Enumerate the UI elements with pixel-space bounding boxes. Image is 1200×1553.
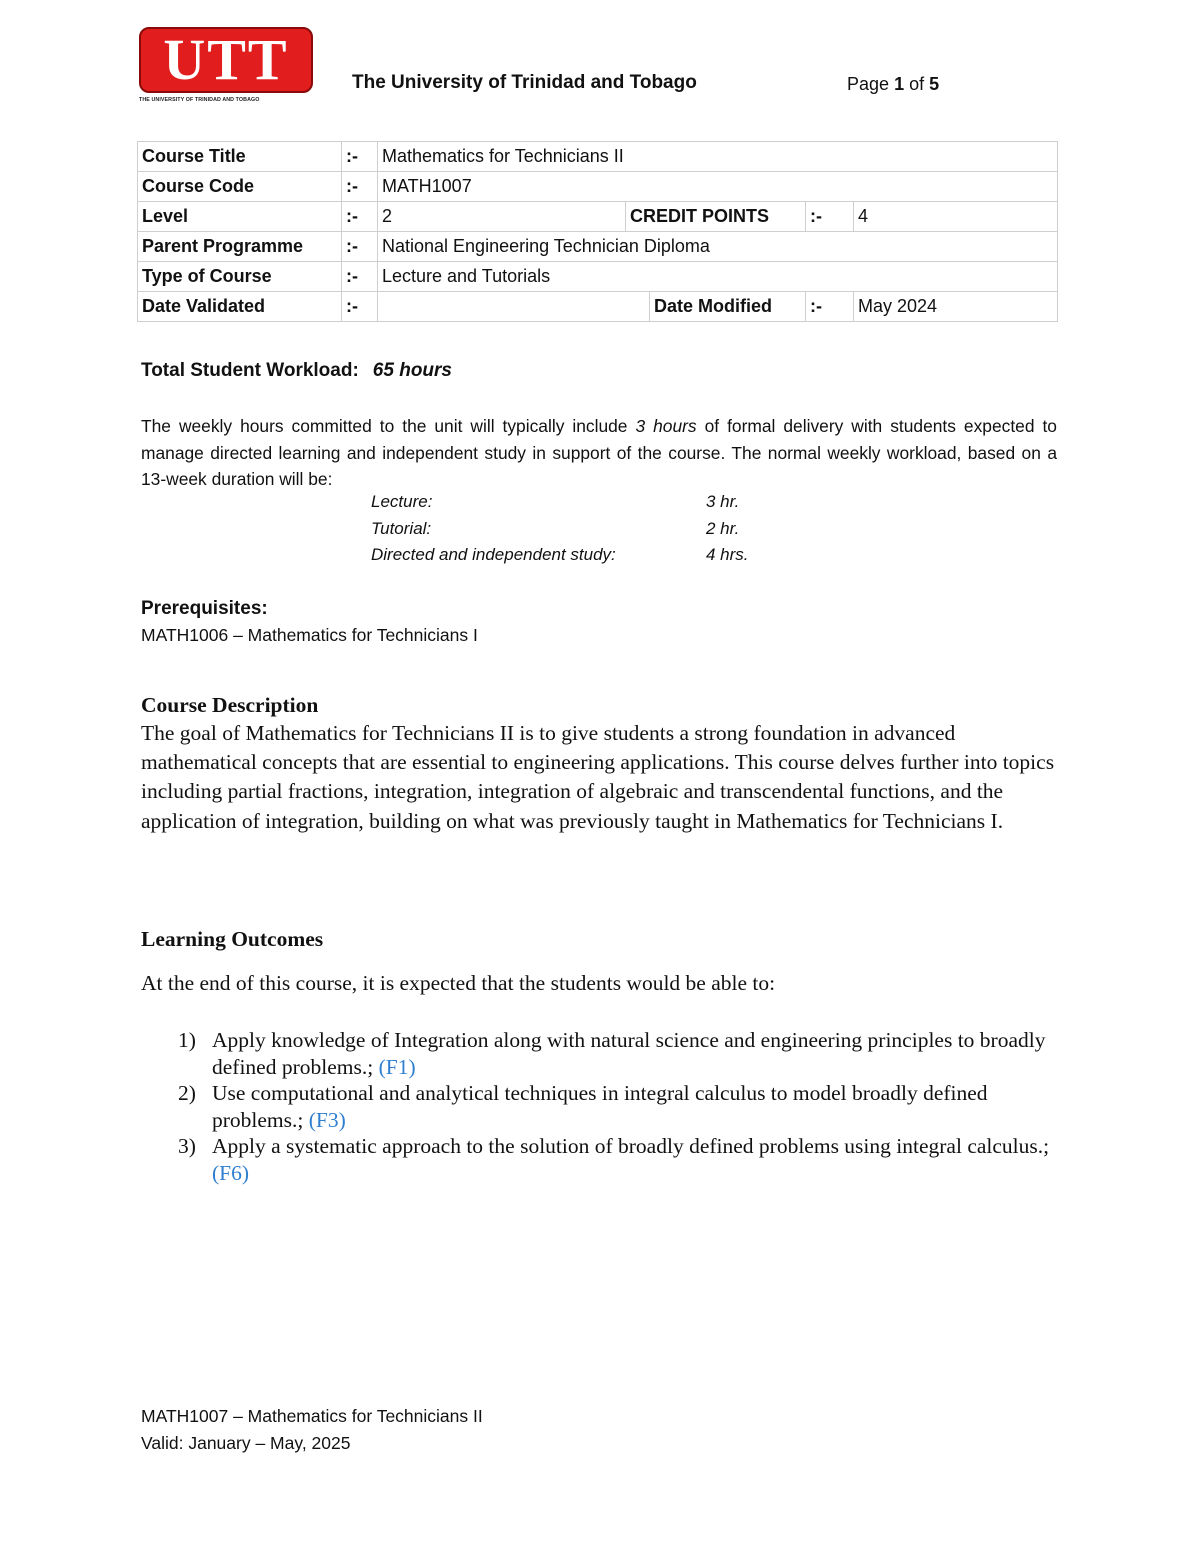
- footer-validity: Valid: January – May, 2025: [141, 1433, 351, 1453]
- schedule-label: Directed and independent study:: [371, 545, 616, 564]
- workload-label: Total Student Workload:: [141, 360, 359, 381]
- outcome-code: (F3): [308, 1107, 346, 1132]
- table-row: [138, 292, 1058, 322]
- list-item: [141, 1027, 1061, 1080]
- credit-points-label: CREDIT POINTS: [626, 202, 806, 232]
- course-description-text: The goal of Mathematics for Technicians II is to give students a strong foundation in advanced mathematical concepts that are essential to engineering applications. This course delves further into topics including partial fractions, integration, integration of algebraic and transcendental functions, and the application of integration, building on what was previously taught in Mathematics for Technicians I.: [141, 721, 1055, 833]
- learning-outcomes-list: [141, 1027, 1061, 1186]
- utt-logo: [139, 27, 315, 107]
- item-text: Apply knowledge of Integration along with natural science and engineering principles to broadly defined problems.;: [212, 1028, 1046, 1079]
- item-text: Apply a systematic approach to the solution of broadly defined problems using integral calculus.;: [212, 1134, 1050, 1158]
- type-label: Type of Course: [138, 262, 342, 292]
- table-row: [138, 142, 1058, 172]
- course-title-label: Course Title: [138, 142, 342, 172]
- formal-hours: 3 hours: [635, 416, 697, 436]
- logo-badge: [139, 27, 313, 93]
- date-modified-value: May 2024: [854, 292, 1058, 322]
- separator: :-: [342, 262, 378, 292]
- level-value: 2: [378, 202, 626, 232]
- learning-outcomes-heading: Learning Outcomes: [141, 927, 324, 951]
- outcome-code: (F1): [378, 1054, 416, 1079]
- separator: :-: [342, 292, 378, 322]
- learning-outcomes-intro: At the end of this course, it is expected that the students would be able to:: [141, 971, 776, 995]
- date-validated-label: Date Validated: [138, 292, 342, 322]
- footer-course: MATH1007 – Mathematics for Technicians II: [141, 1406, 483, 1426]
- separator: :-: [342, 172, 378, 202]
- course-info-table: [137, 141, 1058, 322]
- credit-points-value: 4: [854, 202, 1058, 232]
- separator: :-: [342, 202, 378, 232]
- schedule-label: Tutorial:: [371, 519, 432, 538]
- item-number: 3): [178, 1134, 196, 1158]
- list-item: [141, 1080, 1061, 1133]
- date-modified-label: Date Modified: [650, 292, 806, 322]
- logo-text: UTT: [163, 27, 289, 92]
- course-code-label: Course Code: [138, 172, 342, 202]
- prerequisites-heading: Prerequisites:: [141, 598, 268, 619]
- date-validated-value: [378, 292, 650, 322]
- outcome-code: (F6): [212, 1160, 250, 1185]
- separator: :-: [806, 292, 854, 322]
- item-number: 2): [178, 1081, 196, 1105]
- separator: :-: [806, 202, 854, 232]
- prerequisites-text: MATH1006 – Mathematics for Technicians I: [141, 625, 478, 645]
- parent-programme-value: National Engineering Technician Diploma: [378, 232, 1058, 262]
- workload-paragraph: The weekly hours committed to the unit will typically include 3 hours of formal delivery with students expected to manage directed learning and independent study in support of the course. The normal weekly workload, based on a 13-week duration will be:: [141, 416, 1057, 489]
- item-text: Use computational and analytical techniques in integral calculus to model broadly defined problems.;: [212, 1081, 988, 1132]
- page-number: Page 1 of 5: [847, 74, 940, 94]
- table-row: [138, 232, 1058, 262]
- separator: :-: [342, 232, 378, 262]
- schedule-value: 3 hr.: [706, 492, 740, 511]
- table-row: [138, 172, 1058, 202]
- schedule-label: Lecture:: [371, 492, 433, 511]
- table-row: [138, 202, 1058, 232]
- total-workload: [141, 360, 452, 382]
- course-code-value: MATH1007: [378, 172, 1058, 202]
- schedule-value: 4 hrs.: [706, 545, 749, 564]
- parent-programme-label: Parent Programme: [138, 232, 342, 262]
- workload-value: 65 hours: [372, 360, 452, 381]
- course-description-heading: Course Description: [141, 693, 319, 717]
- table-row: [138, 262, 1058, 292]
- level-label: Level: [138, 202, 342, 232]
- schedule-value: 2 hr.: [706, 519, 740, 538]
- separator: :-: [342, 142, 378, 172]
- list-item: [141, 1133, 1061, 1186]
- logo-subtitle: THE UNIVERSITY OF TRINIDAD AND TOBAGO: [139, 97, 260, 103]
- university-name: The University of Trinidad and Tobago: [352, 72, 697, 93]
- item-number: 1): [178, 1028, 196, 1052]
- course-title-value: Mathematics for Technicians II: [378, 142, 1058, 172]
- type-value: Lecture and Tutorials: [378, 262, 1058, 292]
